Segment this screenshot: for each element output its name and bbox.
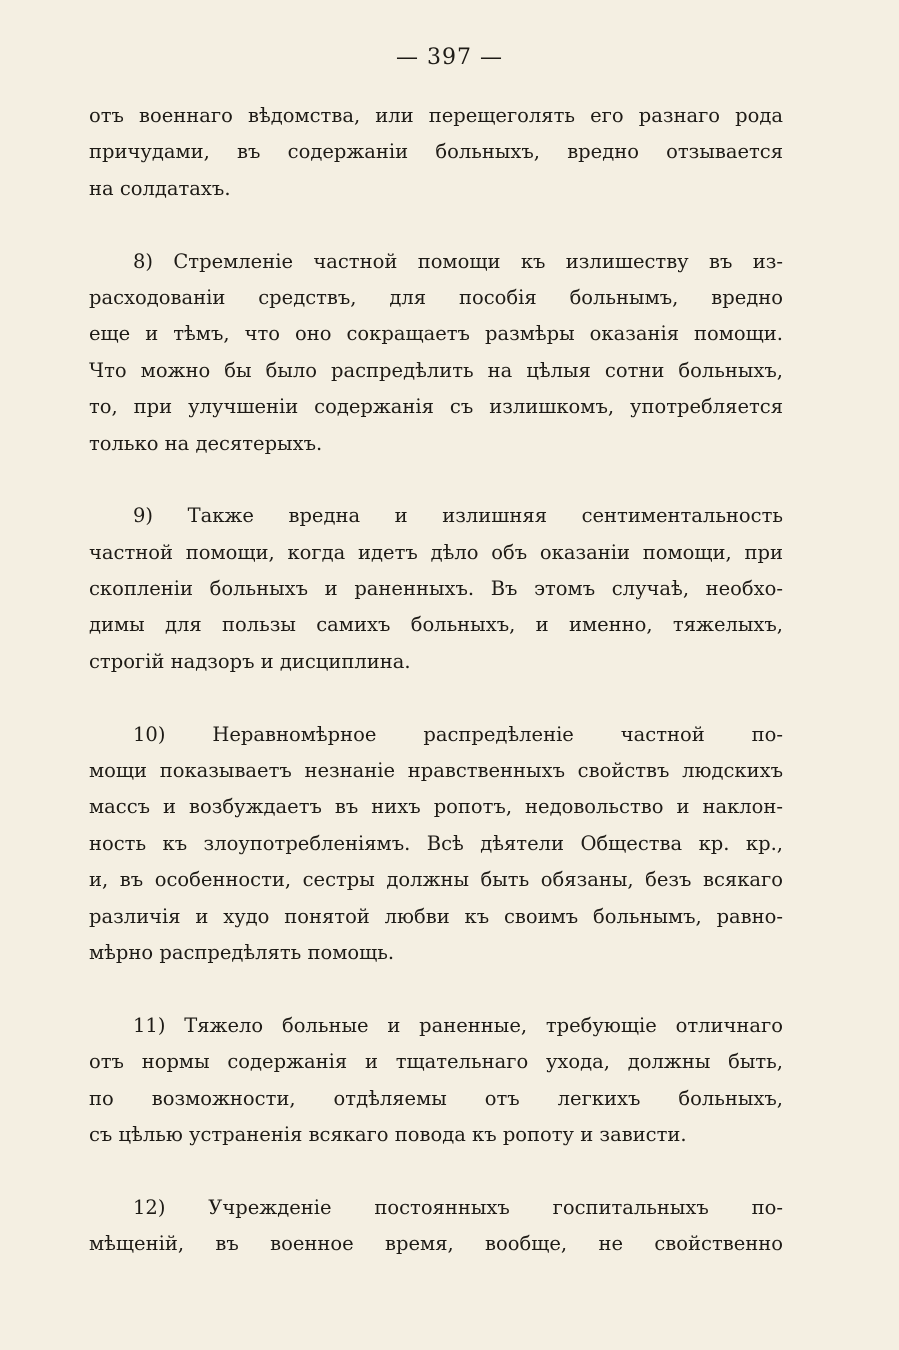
page-number: — 397 — [396,45,503,70]
text-line: съ цѣлью устраненія всякаго повода къ ропоту и зависти. [89,1122,687,1146]
text-line: строгій надзоръ и дисциплина. [89,649,411,673]
paragraph-gap [89,462,783,498]
text-line: еще и тѣмъ, что оно сокращаетъ размѣры оказанія помощи. [89,322,783,346]
text-line: скопленіи больныхъ и раненныхъ. Въ этомъ случаѣ, необхо- [89,577,783,601]
text-line: отъ нормы содержанія и тщательнаго ухода, должны быть, [89,1050,783,1074]
text-line: частной помощи, когда идетъ дѣло объ оказаніи помощи, при [89,540,783,564]
paragraph-11 [89,1008,783,1154]
text-line: 9) Также вредна и излишняя сентиментальность [133,504,783,528]
paragraph-continuation [89,98,783,207]
body-text [89,98,783,1263]
text-line: отъ военнаго вѣдомства, или перещеголять его разнаго рода [89,104,783,127]
text-line: расходованіи средствъ, для пособія больнымъ, вредно [89,285,783,309]
text-line: то, при улучшеніи содержанія съ излишкомъ, употребляется [89,395,783,419]
text-line: 12) Учрежденіе постоянныхъ госпитальныхъ по- [133,1195,783,1219]
paragraph-12 [89,1190,783,1263]
paragraph-gap [89,680,783,716]
text-line: ность къ злоупотребленіямъ. Всѣ дѣятели Общества кр. кр., [89,831,783,855]
text-line: различія и худо понятой любви къ своимъ больнымъ, равно- [89,904,783,928]
paragraph-9 [89,498,783,680]
text-line: димы для пользы самихъ больныхъ, и именно, тяжелыхъ, [89,613,783,637]
text-line: мощи показываетъ незнаніе нравственныхъ свойствъ людскихъ [89,759,783,783]
paragraph-8 [89,244,783,462]
text-line: Что можно бы было распредѣлить на цѣлыя сотни больныхъ, [89,358,783,382]
paragraph-gap [89,971,783,1007]
text-line: причудами, въ содержаніи больныхъ, вредно отзывается [89,140,783,164]
paragraph-gap [89,207,783,243]
text-line: на солдатахъ. [89,176,231,200]
text-line: только на десятерыхъ. [89,431,323,455]
text-line: и, въ особенности, сестры должны быть обязаны, безъ всякаго [89,868,783,892]
paragraph-gap [89,1153,783,1189]
text-line: мѣщеній, въ военное время, вообще, не свойственно [89,1232,783,1256]
text-line: 8) Стремленіе частной помощи къ излишеству въ из- [133,249,783,273]
text-line: 10) Неравномѣрное распредѣленіе частной по- [133,722,783,746]
text-line: 11) Тяжело больные и раненные, требующіе отличнаго [133,1013,783,1037]
text-line: массъ и возбуждаетъ въ нихъ ропотъ, недовольство и наклон- [89,795,783,819]
text-line: мѣрно распредѣлять помощь. [89,940,395,964]
paragraph-10 [89,717,783,972]
text-line: по возможности, отдѣляемы отъ легкихъ больныхъ, [89,1086,783,1110]
